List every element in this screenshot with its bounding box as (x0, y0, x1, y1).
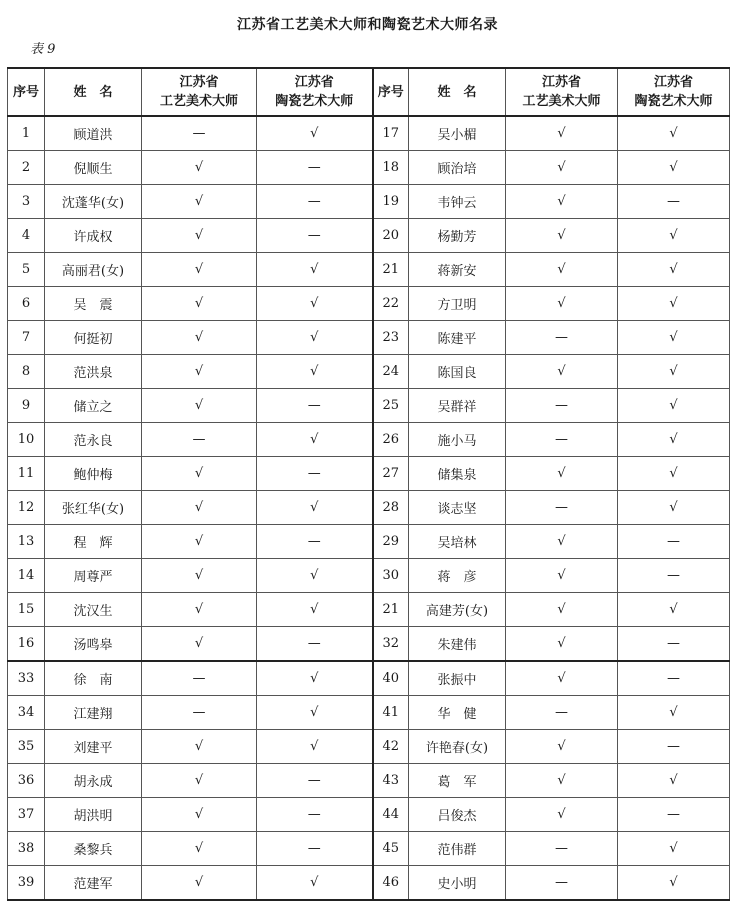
right-ceramic-mark-cell: — (618, 798, 730, 832)
left-craft-mark-cell: √ (142, 764, 257, 798)
left-ceramic-mark-cell: √ (257, 287, 373, 321)
header-craft-master-right (506, 68, 618, 116)
right-craft-mark-cell: — (506, 389, 618, 423)
right-seq-cell: 44 (373, 798, 409, 832)
right-craft-mark-cell: — (506, 696, 618, 730)
right-craft-mark-cell: √ (506, 457, 618, 491)
left-craft-mark-cell: — (142, 116, 257, 151)
left-seq-cell: 12 (8, 491, 45, 525)
right-ceramic-mark-cell: — (618, 730, 730, 764)
left-craft-mark-cell: √ (142, 355, 257, 389)
right-seq-cell: 21 (373, 253, 409, 287)
right-seq-cell: 26 (373, 423, 409, 457)
left-craft-mark-cell: √ (142, 185, 257, 219)
right-name-cell: 华 健 (409, 696, 506, 730)
left-name-cell: 张红华(女) (45, 491, 142, 525)
right-ceramic-mark-cell: √ (618, 389, 730, 423)
table-row (8, 525, 730, 559)
left-seq-cell: 10 (8, 423, 45, 457)
left-name-cell: 胡洪明 (45, 798, 142, 832)
right-name-cell: 史小明 (409, 866, 506, 901)
right-name-cell: 陈国良 (409, 355, 506, 389)
left-seq-cell: 36 (8, 764, 45, 798)
left-name-cell: 吴 震 (45, 287, 142, 321)
left-craft-mark-cell: √ (142, 389, 257, 423)
left-ceramic-mark-cell: — (257, 151, 373, 185)
right-name-cell: 陈建平 (409, 321, 506, 355)
right-name-cell: 吕俊杰 (409, 798, 506, 832)
right-seq-cell: 28 (373, 491, 409, 525)
right-name-cell: 杨勤芳 (409, 219, 506, 253)
right-seq-cell: 23 (373, 321, 409, 355)
left-seq-cell: 8 (8, 355, 45, 389)
header-craft-line2-right: 工艺美术大师 (522, 94, 601, 109)
table-row (8, 661, 730, 696)
left-craft-mark-cell: √ (142, 627, 257, 662)
left-ceramic-mark-cell: √ (257, 116, 373, 151)
right-seq-cell: 46 (373, 866, 409, 901)
left-craft-mark-cell: √ (142, 593, 257, 627)
left-name-cell: 鲍仲梅 (45, 457, 142, 491)
right-seq-cell: 41 (373, 696, 409, 730)
right-name-cell: 蒋 彦 (409, 559, 506, 593)
right-seq-cell: 45 (373, 832, 409, 866)
left-name-cell: 程 辉 (45, 525, 142, 559)
right-name-cell: 高建芳(女) (409, 593, 506, 627)
right-ceramic-mark-cell: √ (618, 253, 730, 287)
left-seq-cell: 13 (8, 525, 45, 559)
left-ceramic-mark-cell: √ (257, 593, 373, 627)
right-craft-mark-cell: √ (506, 219, 618, 253)
left-craft-mark-cell: — (142, 661, 257, 696)
right-craft-mark-cell: √ (506, 798, 618, 832)
table-row (8, 253, 730, 287)
right-craft-mark-cell: — (506, 423, 618, 457)
header-row (8, 68, 730, 116)
right-craft-mark-cell: √ (506, 287, 618, 321)
left-name-cell: 沈蓬华(女) (45, 185, 142, 219)
right-ceramic-mark-cell: √ (618, 764, 730, 798)
right-seq-cell: 20 (373, 219, 409, 253)
left-craft-mark-cell: √ (142, 457, 257, 491)
right-craft-mark-cell: — (506, 491, 618, 525)
left-ceramic-mark-cell: — (257, 832, 373, 866)
table-row (8, 627, 730, 662)
table-row (8, 185, 730, 219)
table-row (8, 219, 730, 253)
left-name-cell: 范建军 (45, 866, 142, 901)
left-craft-mark-cell: √ (142, 832, 257, 866)
right-name-cell: 蒋新安 (409, 253, 506, 287)
right-name-cell: 吴小楣 (409, 116, 506, 151)
left-seq-cell: 6 (8, 287, 45, 321)
left-ceramic-mark-cell: √ (257, 253, 373, 287)
table-label: 表 9 (30, 42, 56, 57)
left-seq-cell: 37 (8, 798, 45, 832)
left-seq-cell: 7 (8, 321, 45, 355)
right-ceramic-mark-cell: √ (618, 593, 730, 627)
right-seq-cell: 32 (373, 627, 409, 662)
left-craft-mark-cell: √ (142, 798, 257, 832)
table-row (8, 832, 730, 866)
left-ceramic-mark-cell: √ (257, 730, 373, 764)
table-row (8, 457, 730, 491)
left-ceramic-mark-cell: √ (257, 866, 373, 901)
left-ceramic-mark-cell: √ (257, 321, 373, 355)
right-seq-cell: 40 (373, 661, 409, 696)
table-row (8, 423, 730, 457)
left-seq-cell: 33 (8, 661, 45, 696)
right-ceramic-mark-cell: √ (618, 457, 730, 491)
right-seq-cell: 43 (373, 764, 409, 798)
left-seq-cell: 11 (8, 457, 45, 491)
table-row (8, 798, 730, 832)
right-seq-cell: 21 (373, 593, 409, 627)
header-craft-line1: 江苏省 (179, 75, 219, 90)
left-craft-mark-cell: √ (142, 219, 257, 253)
table-row (8, 730, 730, 764)
right-seq-cell: 42 (373, 730, 409, 764)
left-name-cell: 许成权 (45, 219, 142, 253)
left-name-cell: 倪顺生 (45, 151, 142, 185)
right-ceramic-mark-cell: — (618, 627, 730, 662)
header-ceramic-master (257, 68, 373, 116)
masters-table (7, 67, 730, 901)
left-name-cell: 沈汉生 (45, 593, 142, 627)
left-name-cell: 周尊严 (45, 559, 142, 593)
left-ceramic-mark-cell: — (257, 764, 373, 798)
left-seq-cell: 14 (8, 559, 45, 593)
header-name-right: 姓 名 (409, 68, 506, 116)
left-ceramic-mark-cell: √ (257, 423, 373, 457)
left-ceramic-mark-cell: — (257, 525, 373, 559)
right-craft-mark-cell: — (506, 866, 618, 901)
right-seq-cell: 29 (373, 525, 409, 559)
right-ceramic-mark-cell: √ (618, 219, 730, 253)
left-seq-cell: 5 (8, 253, 45, 287)
right-ceramic-mark-cell: √ (618, 491, 730, 525)
right-ceramic-mark-cell: √ (618, 287, 730, 321)
right-ceramic-mark-cell: √ (618, 696, 730, 730)
left-name-cell: 刘建平 (45, 730, 142, 764)
left-ceramic-mark-cell: √ (257, 696, 373, 730)
left-ceramic-mark-cell: — (257, 219, 373, 253)
left-seq-cell: 39 (8, 866, 45, 901)
left-name-cell: 徐 南 (45, 661, 142, 696)
left-craft-mark-cell: √ (142, 321, 257, 355)
right-seq-cell: 22 (373, 287, 409, 321)
right-seq-cell: 24 (373, 355, 409, 389)
left-name-cell: 储立之 (45, 389, 142, 423)
right-name-cell: 许艳春(女) (409, 730, 506, 764)
left-craft-mark-cell: — (142, 696, 257, 730)
left-name-cell: 范永良 (45, 423, 142, 457)
left-name-cell: 桑黎兵 (45, 832, 142, 866)
right-name-cell: 范伟群 (409, 832, 506, 866)
left-seq-cell: 9 (8, 389, 45, 423)
right-ceramic-mark-cell: √ (618, 321, 730, 355)
right-name-cell: 方卫明 (409, 287, 506, 321)
left-name-cell: 江建翔 (45, 696, 142, 730)
left-ceramic-mark-cell: √ (257, 491, 373, 525)
right-craft-mark-cell: √ (506, 627, 618, 662)
right-ceramic-mark-cell: — (618, 525, 730, 559)
left-seq-cell: 4 (8, 219, 45, 253)
left-seq-cell: 1 (8, 116, 45, 151)
left-ceramic-mark-cell: — (257, 627, 373, 662)
right-ceramic-mark-cell: — (618, 661, 730, 696)
right-craft-mark-cell: √ (506, 151, 618, 185)
right-name-cell: 储集泉 (409, 457, 506, 491)
table-row (8, 696, 730, 730)
left-ceramic-mark-cell: √ (257, 559, 373, 593)
right-seq-cell: 27 (373, 457, 409, 491)
left-ceramic-mark-cell: — (257, 457, 373, 491)
table-row (8, 116, 730, 151)
left-seq-cell: 3 (8, 185, 45, 219)
left-craft-mark-cell: √ (142, 866, 257, 901)
right-ceramic-mark-cell: √ (618, 355, 730, 389)
page-title: 江苏省工艺美术大师和陶瓷艺术大师名录 (237, 17, 498, 33)
header-craft-line1-right: 江苏省 (541, 75, 581, 90)
left-craft-mark-cell: √ (142, 491, 257, 525)
left-seq-cell: 16 (8, 627, 45, 662)
right-name-cell: 施小马 (409, 423, 506, 457)
right-seq-cell: 30 (373, 559, 409, 593)
right-craft-mark-cell: √ (506, 661, 618, 696)
right-craft-mark-cell: √ (506, 764, 618, 798)
table-row (8, 151, 730, 185)
header-ceramic-line2: 陶瓷艺术大师 (275, 94, 354, 109)
right-seq-cell: 17 (373, 116, 409, 151)
right-ceramic-mark-cell: √ (618, 866, 730, 901)
left-seq-cell: 2 (8, 151, 45, 185)
right-craft-mark-cell: √ (506, 525, 618, 559)
right-craft-mark-cell: √ (506, 185, 618, 219)
left-craft-mark-cell: √ (142, 559, 257, 593)
left-seq-cell: 35 (8, 730, 45, 764)
left-ceramic-mark-cell: — (257, 185, 373, 219)
right-seq-cell: 25 (373, 389, 409, 423)
right-craft-mark-cell: √ (506, 730, 618, 764)
left-ceramic-mark-cell: — (257, 798, 373, 832)
right-seq-cell: 18 (373, 151, 409, 185)
table-row (8, 559, 730, 593)
table-body (8, 116, 730, 900)
right-ceramic-mark-cell: √ (618, 423, 730, 457)
left-name-cell: 汤鸣皋 (45, 627, 142, 662)
left-craft-mark-cell: √ (142, 151, 257, 185)
table-row (8, 389, 730, 423)
right-craft-mark-cell: — (506, 832, 618, 866)
right-ceramic-mark-cell: √ (618, 832, 730, 866)
right-name-cell: 谈志坚 (409, 491, 506, 525)
right-name-cell: 葛 军 (409, 764, 506, 798)
left-seq-cell: 38 (8, 832, 45, 866)
left-ceramic-mark-cell: √ (257, 355, 373, 389)
right-craft-mark-cell: √ (506, 593, 618, 627)
header-ceramic-line2-right: 陶瓷艺术大师 (634, 94, 713, 109)
left-ceramic-mark-cell: — (257, 389, 373, 423)
left-craft-mark-cell: √ (142, 253, 257, 287)
left-seq-cell: 34 (8, 696, 45, 730)
right-craft-mark-cell: √ (506, 253, 618, 287)
right-craft-mark-cell: √ (506, 116, 618, 151)
right-craft-mark-cell: √ (506, 355, 618, 389)
left-craft-mark-cell: √ (142, 525, 257, 559)
left-name-cell: 胡永成 (45, 764, 142, 798)
header-seq-right: 序号 (373, 68, 409, 116)
left-name-cell: 范洪泉 (45, 355, 142, 389)
table-row (8, 355, 730, 389)
table-row (8, 866, 730, 901)
header-name: 姓 名 (45, 68, 142, 116)
left-craft-mark-cell: √ (142, 287, 257, 321)
table-row (8, 593, 730, 627)
right-craft-mark-cell: √ (506, 559, 618, 593)
right-ceramic-mark-cell: — (618, 559, 730, 593)
right-name-cell: 朱建伟 (409, 627, 506, 662)
right-name-cell: 张振中 (409, 661, 506, 696)
table-row (8, 491, 730, 525)
header-craft-master (142, 68, 257, 116)
right-name-cell: 吴群祥 (409, 389, 506, 423)
left-name-cell: 高丽君(女) (45, 253, 142, 287)
table-row (8, 321, 730, 355)
header-seq: 序号 (8, 68, 45, 116)
right-seq-cell: 19 (373, 185, 409, 219)
right-name-cell: 顾治培 (409, 151, 506, 185)
table-row (8, 764, 730, 798)
header-ceramic-master-right (618, 68, 730, 116)
left-seq-cell: 15 (8, 593, 45, 627)
table-row (8, 287, 730, 321)
right-name-cell: 韦钟云 (409, 185, 506, 219)
right-name-cell: 吴培林 (409, 525, 506, 559)
right-ceramic-mark-cell: √ (618, 151, 730, 185)
left-ceramic-mark-cell: √ (257, 661, 373, 696)
header-ceramic-line1: 江苏省 (294, 75, 334, 90)
right-craft-mark-cell: — (506, 321, 618, 355)
header-ceramic-line1-right: 江苏省 (653, 75, 693, 90)
right-ceramic-mark-cell: — (618, 185, 730, 219)
header-craft-line2: 工艺美术大师 (159, 94, 238, 109)
left-name-cell: 顾道洪 (45, 116, 142, 151)
left-name-cell: 何挺初 (45, 321, 142, 355)
right-ceramic-mark-cell: √ (618, 116, 730, 151)
left-craft-mark-cell: — (142, 423, 257, 457)
left-craft-mark-cell: √ (142, 730, 257, 764)
